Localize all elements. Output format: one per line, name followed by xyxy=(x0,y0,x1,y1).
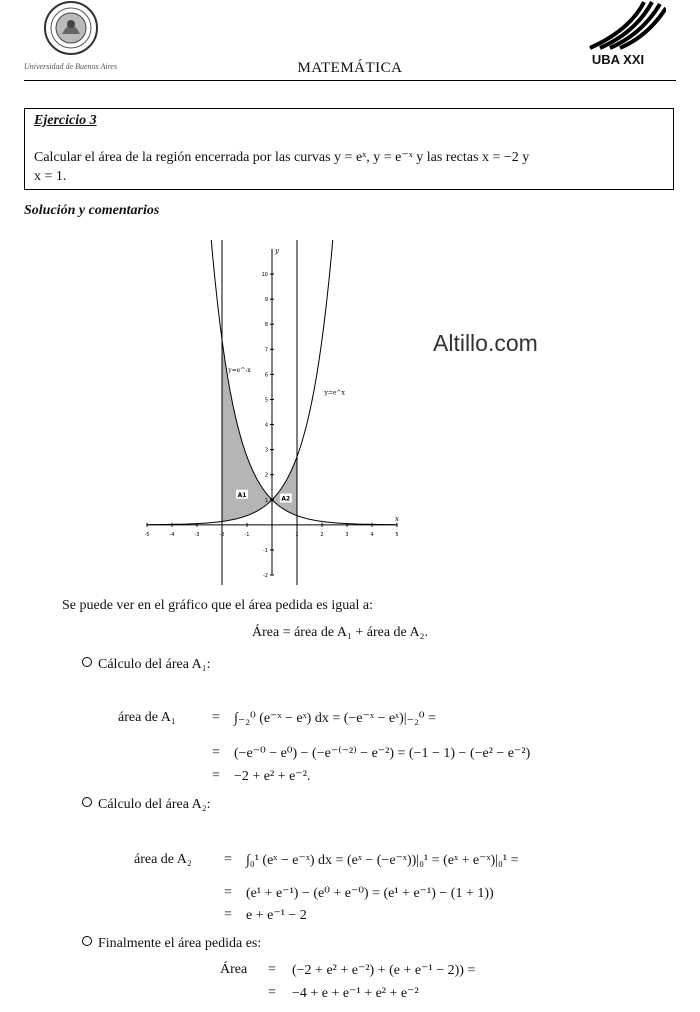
exercise-statement-line2: x = 1. xyxy=(34,169,67,184)
step1-label: Cálculo del área A₁: xyxy=(98,657,211,672)
x-tick-label: -1 xyxy=(244,531,250,538)
curve-label-left: y=e^-x xyxy=(228,366,251,374)
y-tick-label: 8 xyxy=(264,322,268,329)
x-tick-label: 4 xyxy=(370,531,374,538)
x-tick-label: -4 xyxy=(169,531,175,538)
region-label-a1: A1 xyxy=(237,491,247,499)
y-axis-label: y xyxy=(275,247,279,255)
uba-logo-text: UBA XXI xyxy=(591,52,645,67)
step1-item xyxy=(82,657,211,673)
a2-eq-sign2: = xyxy=(224,885,232,900)
exp-curves-chart xyxy=(140,240,410,585)
solution-intro: Se puede ver en el gráfico que el área pedida es igual a: xyxy=(62,598,373,613)
step3-label: Finalmente el área pedida es: xyxy=(98,936,262,951)
a2-line2: (e¹ + e⁻¹) − (e⁰ + e⁻⁰) = (e¹ + e⁻¹) − (1 + 1)) xyxy=(246,886,494,901)
a2-eq-sign3: = xyxy=(224,907,232,922)
university-seal xyxy=(38,0,104,56)
uba-logo-icon xyxy=(570,0,666,52)
curve-label-right: y=e^x xyxy=(324,389,345,397)
x-tick-label: 1 xyxy=(295,531,299,538)
a1-line3: −2 + e² + e⁻². xyxy=(234,769,311,784)
a1-eq-sign1: = xyxy=(212,710,220,725)
area-equation: Área = área de A₁ + área de A₂. xyxy=(252,625,428,640)
x-tick-label: 5 xyxy=(395,531,399,538)
x-tick-label: -2 xyxy=(219,531,225,538)
header-divider xyxy=(24,80,676,81)
a2-line1: ∫₀¹ (eˣ − e⁻ˣ) dx = (eˣ − (−e⁻ˣ))|₀¹ = (eˣ + e⁻ˣ)|₀¹ = xyxy=(246,853,519,868)
x-tick-label: 2 xyxy=(320,531,324,538)
page-title: MATEMÁTICA xyxy=(297,60,403,76)
bullet-icon xyxy=(82,936,92,946)
a1-line2: (−e⁻⁰ − e⁰) − (−e⁻⁽⁻²⁾ − e⁻²) = (−1 − 1) − (−e² − e⁻²) xyxy=(234,746,531,761)
a1-eq-sign2: = xyxy=(212,745,220,760)
watermark: Altillo.com xyxy=(433,330,538,356)
x-axis-label: x xyxy=(395,514,399,523)
bullet-icon xyxy=(82,797,92,807)
y-tick-label: -1 xyxy=(263,547,268,554)
exercise-statement-line1: Calcular el área de la región encerrada por las curvas y = eˣ, y = e⁻ˣ y las rectas x = −2 y xyxy=(34,150,530,165)
step2-label: Cálculo del área A₂: xyxy=(98,797,211,812)
final-lhs: Área xyxy=(220,962,248,977)
a1-line1: ∫₋₂⁰ (e⁻ˣ − eˣ) dx = (−e⁻ˣ − eˣ)|₋₂⁰ = xyxy=(234,711,436,726)
y-tick-label: -2 xyxy=(263,573,268,579)
x-tick-label: 3 xyxy=(345,531,349,538)
final-eq-sign1: = xyxy=(268,962,276,977)
step2-item xyxy=(82,797,211,813)
y-tick-label: 3 xyxy=(264,447,268,454)
y-tick-label: 7 xyxy=(264,347,268,354)
y-tick-label: 9 xyxy=(264,297,268,304)
final-eq-sign2: = xyxy=(268,985,276,1000)
a2-lhs: área de A₂ xyxy=(134,852,192,867)
y-tick-label: 4 xyxy=(264,422,268,429)
y-tick-label: 6 xyxy=(264,372,268,379)
a1-lhs: área de A₁ xyxy=(118,710,176,725)
a2-line3: e + e⁻¹ − 2 xyxy=(246,908,307,923)
seal-caption: Universidad de Buenos Aires xyxy=(24,62,118,71)
y-tick-label: 10 xyxy=(261,272,268,279)
a1-eq-sign3: = xyxy=(212,768,220,783)
region-label-a2: A2 xyxy=(281,495,291,503)
step3-item xyxy=(82,936,261,952)
exercise-title: Ejercicio 3 xyxy=(34,113,97,128)
a2-eq-sign1: = xyxy=(224,852,232,867)
y-tick-label: 2 xyxy=(264,472,268,479)
axes xyxy=(144,249,397,575)
y-tick-label: 1 xyxy=(264,497,268,504)
solution-title: Solución y comentarios xyxy=(24,203,160,218)
final-line1: (−2 + e² + e⁻²) + (e + e⁻¹ − 2)) = xyxy=(292,963,476,978)
bullet-icon xyxy=(82,657,92,667)
x-tick-label: -5 xyxy=(144,531,150,538)
x-tick-label: -3 xyxy=(194,531,200,538)
y-tick-label: 5 xyxy=(264,397,268,404)
final-line2: −4 + e + e⁻¹ + e² + e⁻² xyxy=(292,986,419,1001)
